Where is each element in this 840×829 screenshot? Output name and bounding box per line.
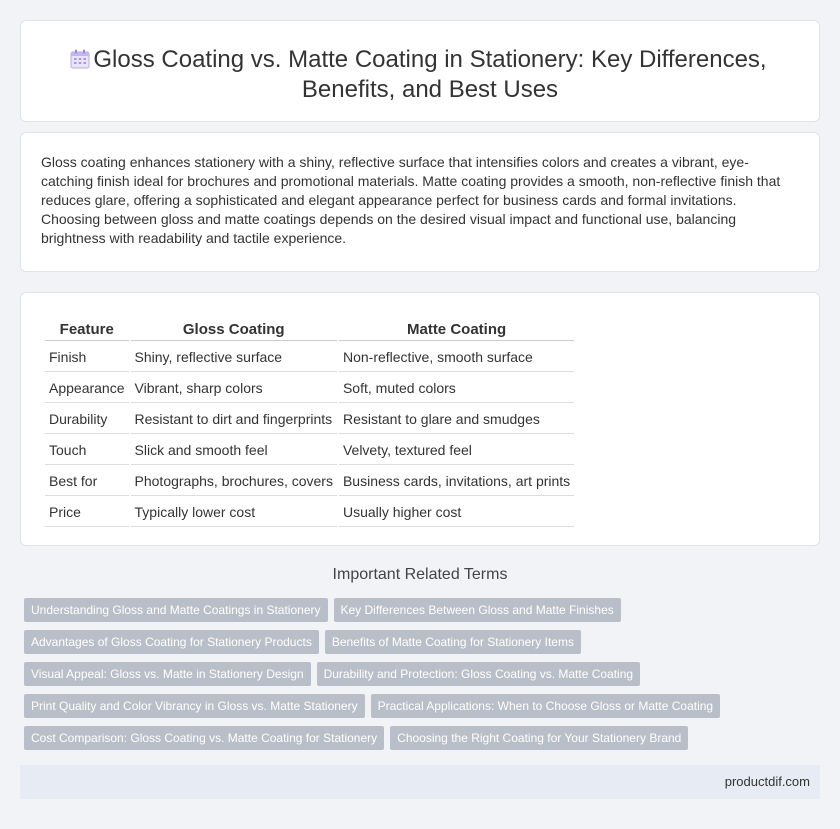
intro-paragraph: Gloss coating enhances stationery with a shiny, reflective surface that intensifies colors and creates a vibrant, eye-catching finish ideal for brochures and promotional materials. Matte coating provides a smooth, non-reflective finish that reduces glare, offering a sophisticated and elegant appearance perfect for business cards and formal invitations. Choosing between gloss and matte coatings depends on the desired visual impact and functional use, balancing brightness with readability and tactile experience.	[41, 154, 781, 246]
related-term-link[interactable]: Print Quality and Color Vibrancy in Gloss vs. Matte Stationery	[24, 694, 365, 718]
table-row	[45, 343, 574, 372]
header-gloss: Gloss Coating	[131, 319, 337, 341]
table-header-row	[45, 319, 574, 341]
cell-matte: Resistant to glare and smudges	[339, 405, 574, 434]
tag-row	[24, 726, 814, 758]
cell-gloss: Shiny, reflective surface	[131, 343, 337, 372]
related-term-link[interactable]: Advantages of Gloss Coating for Stationery Products	[24, 630, 319, 654]
header-card	[20, 20, 820, 122]
cell-matte: Business cards, invitations, art prints	[339, 467, 574, 496]
cell-feature: Appearance	[45, 374, 129, 403]
related-term-link[interactable]: Cost Comparison: Gloss Coating vs. Matte Coating for Stationery	[24, 726, 384, 750]
related-term-link[interactable]: Practical Applications: When to Choose Gloss or Matte Coating	[371, 694, 721, 718]
table-row	[45, 436, 574, 465]
comparison-table	[43, 317, 576, 529]
intro-card	[20, 132, 820, 272]
tag-row	[24, 694, 814, 726]
tag-row	[24, 662, 814, 694]
table-row	[45, 498, 574, 527]
related-term-link[interactable]: Key Differences Between Gloss and Matte Finishes	[334, 598, 621, 622]
table-row	[45, 374, 574, 403]
cell-gloss: Vibrant, sharp colors	[131, 374, 337, 403]
tag-row	[24, 598, 814, 630]
header-feature: Feature	[45, 319, 129, 341]
cell-feature: Price	[45, 498, 129, 527]
page-title: Gloss Coating vs. Matte Coating in Stationery: Key Differences, Benefits, and Best Uses	[93, 46, 767, 103]
table-row	[45, 405, 574, 434]
related-term-link[interactable]: Durability and Protection: Gloss Coating vs. Matte Coating	[317, 662, 640, 686]
comparison-card	[20, 292, 820, 546]
cell-matte: Usually higher cost	[339, 498, 574, 527]
related-terms-list	[24, 598, 814, 758]
related-terms-title: Important Related Terms	[332, 566, 508, 583]
cell-matte: Velvety, textured feel	[339, 436, 574, 465]
cell-gloss: Typically lower cost	[131, 498, 337, 527]
cell-matte: Soft, muted colors	[339, 374, 574, 403]
related-term-link[interactable]: Choosing the Right Coating for Your Stationery Brand	[390, 726, 688, 750]
cell-gloss: Slick and smooth feel	[131, 436, 337, 465]
related-term-link[interactable]: Visual Appeal: Gloss vs. Matte in Stationery Design	[24, 662, 311, 686]
tag-row	[24, 630, 814, 662]
site-name[interactable]: productdif.com	[724, 774, 810, 789]
table-row	[45, 467, 574, 496]
cell-feature: Finish	[45, 343, 129, 372]
cell-feature: Durability	[45, 405, 129, 434]
cell-feature: Best for	[45, 467, 129, 496]
cell-gloss: Resistant to dirt and fingerprints	[131, 405, 337, 434]
footer	[20, 765, 820, 799]
related-term-link[interactable]: Understanding Gloss and Matte Coatings in Stationery	[24, 598, 328, 622]
related-term-link[interactable]: Benefits of Matte Coating for Stationery Items	[325, 630, 581, 654]
cell-gloss: Photographs, brochures, covers	[131, 467, 337, 496]
cell-matte: Non-reflective, smooth surface	[339, 343, 574, 372]
header-matte: Matte Coating	[339, 319, 574, 341]
cell-feature: Touch	[45, 436, 129, 465]
